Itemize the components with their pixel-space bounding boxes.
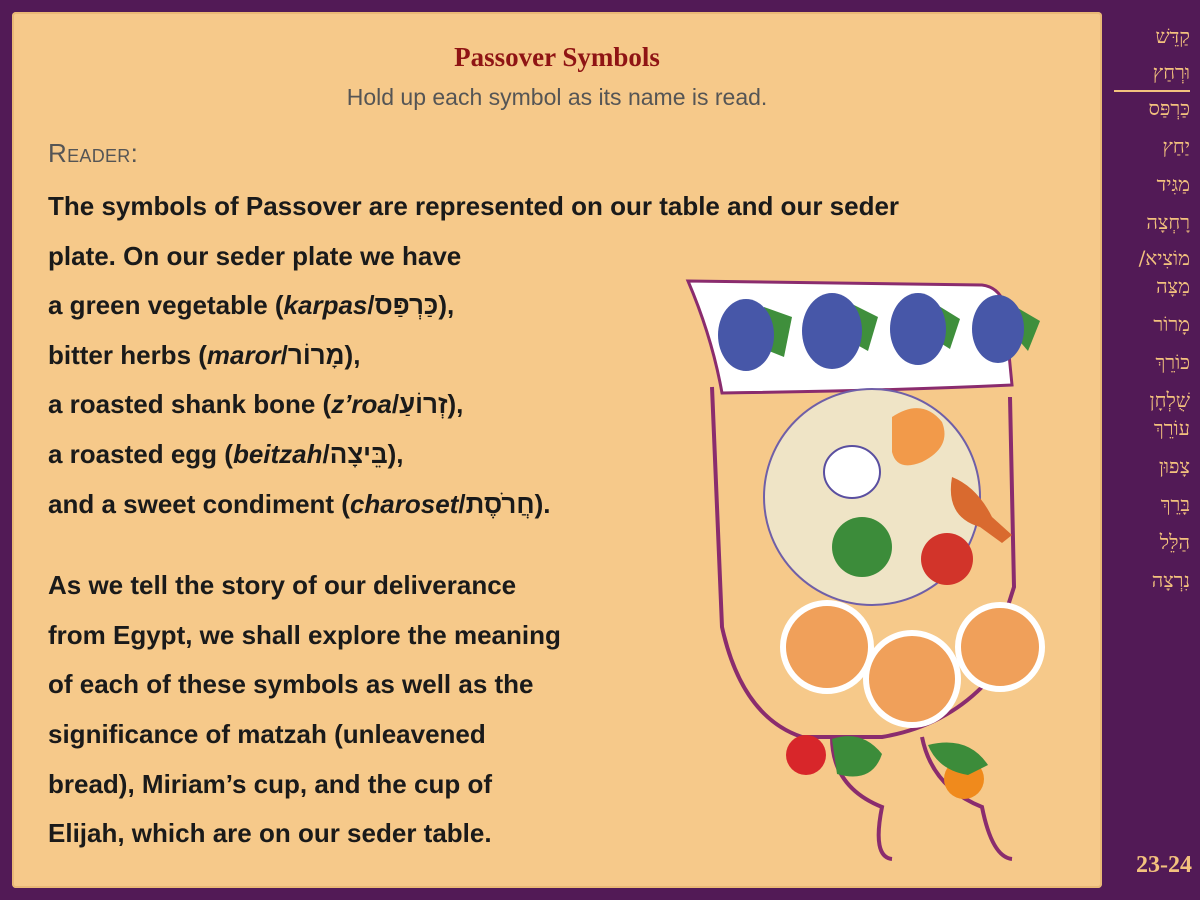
sidebar-item-korech[interactable]: כּוֹרֵךְ — [1155, 350, 1190, 374]
hebrew-term: /בֵּיצָה), — [322, 438, 404, 469]
text-fragment: a roasted egg ( — [48, 438, 233, 469]
sidebar-item-kadesh[interactable]: קַדֵּשׁ — [1155, 24, 1190, 48]
text-line: of each of these symbols as well as the — [48, 669, 534, 700]
sidebar-item-rachtzah[interactable]: רָחְצָה — [1146, 210, 1190, 234]
charoset-icon — [921, 533, 973, 585]
text-line: The symbols of Passover are represented on our table and our seder — [48, 191, 900, 221]
hebrew-term: /חֲרֹסֶת). — [458, 488, 551, 519]
reader-label: Reader: — [48, 138, 139, 168]
text-fragment: a roasted shank bone ( — [48, 389, 332, 420]
sidebar-item-yachatz[interactable]: יַחַץ — [1162, 134, 1190, 158]
text-fragment: bitter herbs ( — [48, 339, 207, 370]
matzah-icon — [783, 603, 1042, 725]
sidebar-item-orech[interactable]: עוֹרֵךְ — [1153, 416, 1190, 440]
hebrew-term: /מָרוֹר), — [280, 339, 361, 370]
sidebar-item-maror[interactable]: מָרוֹר — [1153, 312, 1190, 336]
page-number: 23-24 — [1136, 852, 1192, 878]
text-line: significance of matzah (unleavened — [48, 718, 486, 749]
sidebar-item-hallel[interactable]: הַלֵּל — [1159, 530, 1190, 554]
sidebar-item-matzah[interactable]: מַצָּה — [1156, 274, 1190, 298]
sidebar-item-maggid[interactable]: מַגִּיד — [1156, 172, 1190, 196]
sidebar-divider — [1114, 90, 1190, 92]
seder-plate-illustration — [682, 267, 1052, 867]
hebrew-term: /זְרוֹעַ), — [391, 389, 464, 420]
transliteration: z’roa — [331, 389, 392, 420]
sidebar-item-tzafun[interactable]: צָפוּן — [1158, 454, 1190, 478]
sidebar-item-barech[interactable]: בָּרֵךְ — [1160, 492, 1190, 516]
egg-icon — [824, 446, 880, 498]
text-fragment: a green vegetable ( — [48, 290, 284, 321]
hebrew-term: /כַּרְפַּס), — [367, 290, 455, 321]
text-line: from Egypt, we shall explore the meaning — [48, 619, 561, 650]
transliteration: charoset — [349, 488, 459, 519]
sidebar-item-karpas[interactable]: כַּרְפַּס — [1148, 96, 1190, 120]
sidebar-item-motzi[interactable]: מוֹצִיא/ — [1138, 246, 1190, 270]
apple-icon — [786, 735, 826, 775]
sidebar-item-shulchan[interactable]: שֻׁלְחָן — [1149, 388, 1190, 412]
transliteration: maror — [206, 339, 281, 370]
text-fragment: and a sweet condiment ( — [48, 488, 350, 519]
content-page — [12, 12, 1102, 888]
sidebar-item-nirtzah[interactable]: נִרְצָה — [1151, 568, 1190, 592]
seder-steps-sidebar — [1104, 14, 1196, 894]
text-line: plate. On our seder plate we have — [48, 240, 462, 271]
text-line: bread), Miriam’s cup, and the cup of — [48, 768, 492, 799]
page-subtitle: Hold up each symbol as its name is read. — [346, 84, 768, 110]
page-title: Passover Symbols — [454, 42, 660, 72]
sidebar-item-urchatz[interactable]: וּרְחַץ — [1152, 60, 1190, 84]
text-line: Elijah, which are on our seder table. — [48, 818, 492, 849]
karpas-icon — [832, 517, 892, 577]
transliteration: karpas — [283, 290, 368, 321]
text-line: As we tell the story of our deliverance — [48, 570, 517, 601]
transliteration: beitzah — [232, 438, 323, 469]
